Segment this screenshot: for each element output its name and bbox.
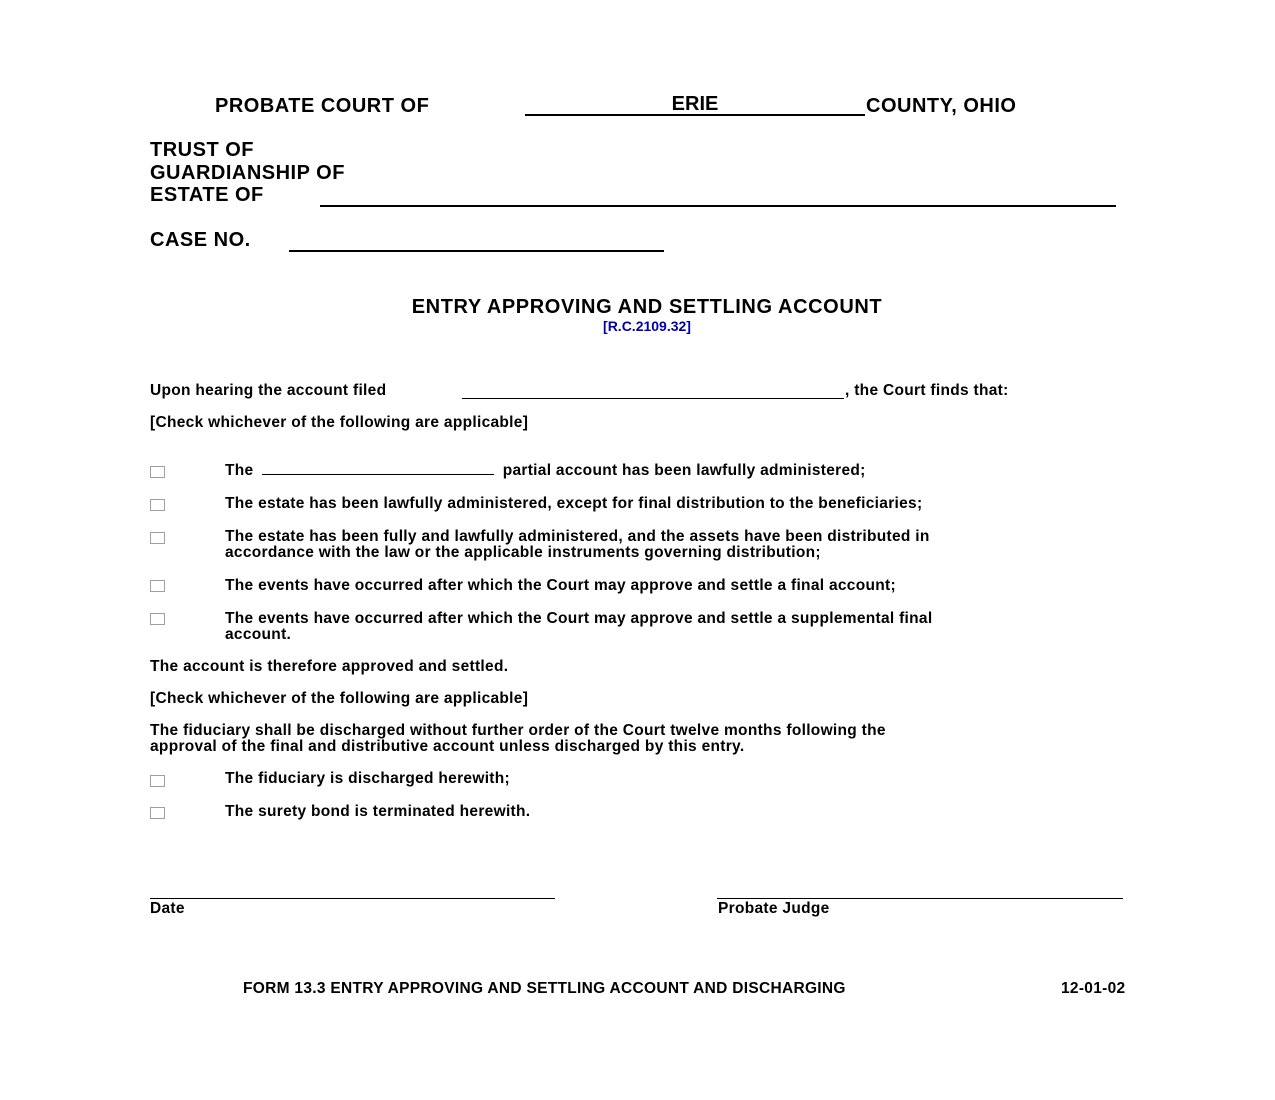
finding-checkbox-3[interactable] [150,532,165,544]
finding-5-line-1: The events have occurred after which the Court may approve and settle a supplemental final [225,610,933,627]
finding-1-prefix: The [225,462,254,479]
finding-checkbox-4[interactable] [150,580,165,592]
check-instruction-2: [Check whichever of the following are applicable] [150,690,529,707]
finding-2: The estate has been lawfully administered, except for final distribution to the beneficiaries; [225,495,923,512]
discharge-statement-line-2: approval of the final and distributive account unless discharged by this entry. [150,738,745,755]
form-date-footer: 12-01-02 [1061,980,1126,997]
court-prefix: PROBATE COURT OF [215,95,430,117]
case-no-label: CASE NO. [150,229,251,251]
county-field[interactable] [525,94,865,116]
case-no-field[interactable] [289,230,664,252]
date-label: Date [150,900,185,917]
finding-1 [225,463,1145,479]
check-instruction-1: [Check whichever of the following are applicable] [150,414,529,431]
approved-statement: The account is therefore approved and settled. [150,658,509,675]
finding-4: The events have occurred after which the Court may approve and settle a final account; [225,577,896,594]
page-title: ENTRY APPROVING AND SETTLING ACCOUNT [411,296,883,318]
surety-bond-terminated-text: The surety bond is terminated herewith. [225,803,531,820]
statute-reference: [R.C.2109.32] [603,318,691,334]
estate-label: ESTATE OF [150,184,264,206]
hearing-prefix: Upon hearing the account filed [150,382,387,399]
finding-checkbox-1[interactable] [150,466,165,478]
surety-bond-terminated-checkbox[interactable] [150,807,165,819]
discharge-statement-line-1: The fiduciary shall be discharged without further order of the Court twelve months following the [150,722,886,739]
date-signature-line[interactable] [150,898,555,899]
judge-label: Probate Judge [718,900,830,917]
finding-checkbox-2[interactable] [150,499,165,511]
court-suffix: COUNTY, OHIO [866,95,1017,117]
form-title-footer: FORM 13.3 ENTRY APPROVING AND SETTLING ACCOUNT AND DISCHARGING [243,980,846,997]
fiduciary-discharged-text: The fiduciary is discharged herewith; [225,770,510,787]
finding-5-line-2: account. [225,626,292,643]
guardianship-label: GUARDIANSHIP OF [150,162,345,184]
partial-account-ordinal-blank[interactable] [262,473,494,475]
judge-signature-line[interactable] [717,898,1123,899]
finding-3-line-1: The estate has been fully and lawfully administered, and the assets have been distributed in [225,528,930,545]
hearing-suffix: , the Court finds that: [845,382,1009,399]
finding-3-line-2: accordance with the law or the applicable instruments governing distribution; [225,544,821,561]
fiduciary-discharged-checkbox[interactable] [150,775,165,787]
finding-1-suffix: partial account has been lawfully administered; [502,462,866,479]
account-filed-blank[interactable] [462,382,844,399]
trust-label: TRUST OF [150,139,254,161]
finding-checkbox-5[interactable] [150,613,165,625]
estate-name-field[interactable] [320,185,1116,207]
